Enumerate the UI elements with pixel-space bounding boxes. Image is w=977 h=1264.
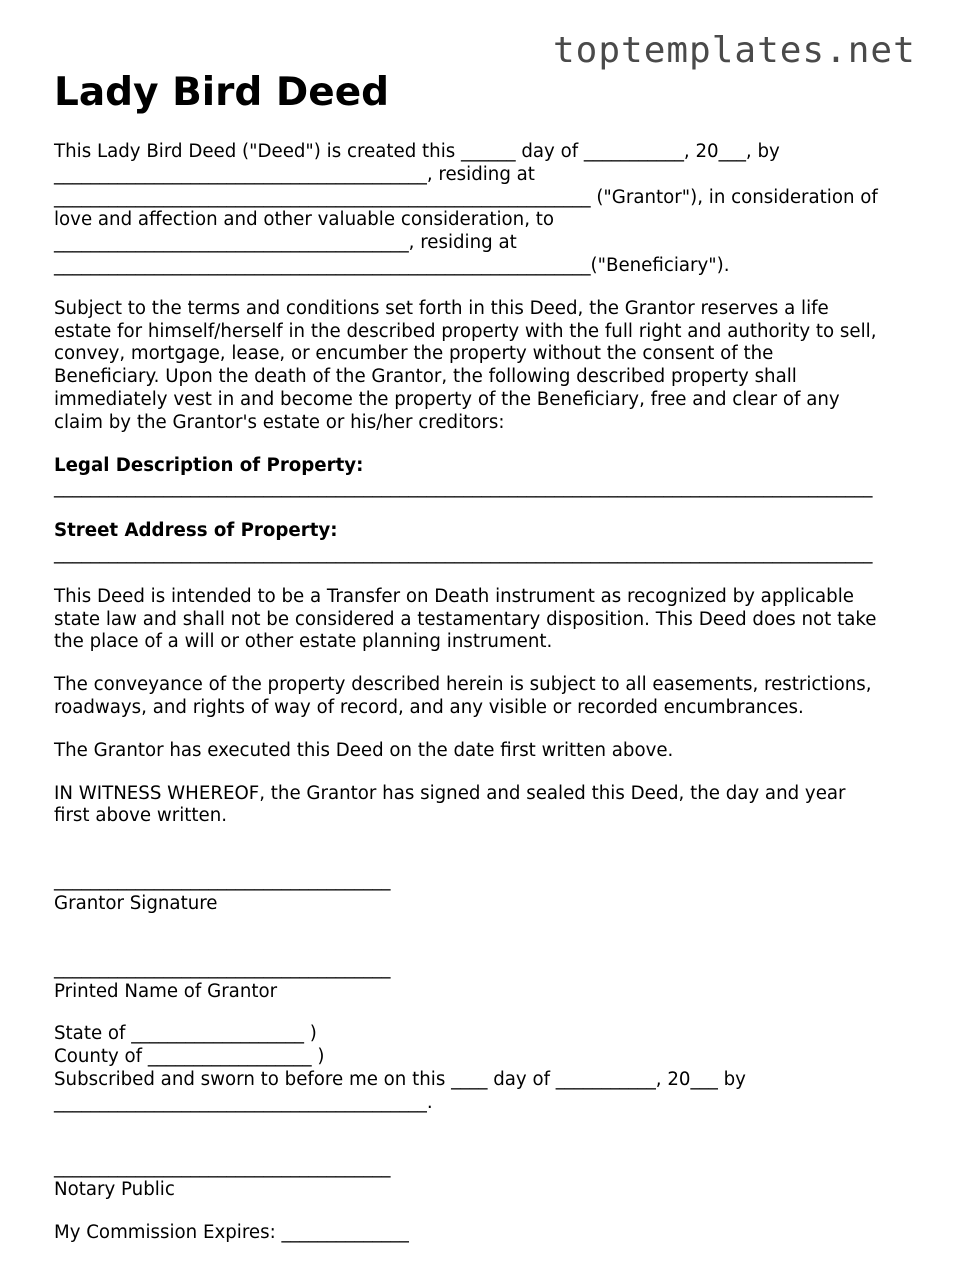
state-of-field[interactable]: State of ___________________ ) bbox=[54, 1023, 317, 1045]
intro-line: _______________________________________, residing at bbox=[54, 232, 517, 254]
printed-name-label: Printed Name of Grantor bbox=[54, 980, 278, 1002]
intro-line: love and affection and other valuable consideration, to bbox=[54, 209, 555, 231]
commission-expires-field[interactable]: My Commission Expires: ______________ bbox=[54, 1222, 409, 1244]
street-address-section bbox=[54, 520, 934, 566]
terms-paragraph bbox=[54, 298, 934, 435]
subscribed-sworn-field[interactable]: Subscribed and sworn to before me on this ____ day of ___________, 20___ by bbox=[54, 1068, 746, 1090]
conveyance-line: The conveyance of the property described herein is subject to all easements, restrictions, bbox=[54, 674, 872, 696]
conveyance-paragraph bbox=[54, 674, 934, 720]
street-address-heading: Street Address of Property: bbox=[54, 520, 338, 542]
terms-line: claim by the Grantor's estate or his/her creditors: bbox=[54, 411, 505, 433]
grantor-signature-line[interactable]: _____________________________________ bbox=[54, 870, 391, 892]
notary-acknowledgment bbox=[54, 1023, 934, 1114]
witness-paragraph bbox=[54, 783, 934, 829]
conveyance-line: roadways, and rights of way of record, and any visible or recorded encumbrances. bbox=[54, 696, 804, 718]
printed-name-line[interactable]: _____________________________________ bbox=[54, 957, 391, 979]
grantor-signature-label: Grantor Signature bbox=[54, 892, 218, 914]
executed-statement: The Grantor has executed this Deed on the date first written above. bbox=[54, 739, 674, 761]
legal-description-heading: Legal Description of Property: bbox=[54, 454, 364, 476]
document-title: Lady Bird Deed bbox=[54, 70, 390, 115]
street-address-field[interactable]: __________________________________________________________________________________________ bbox=[54, 542, 873, 564]
tod-line: state law and shall not be considered a testamentary disposition. This Deed does not take bbox=[54, 608, 877, 630]
terms-line: estate for himself/herself in the described property with the full right and authority to sell, bbox=[54, 320, 877, 342]
transfer-on-death-paragraph bbox=[54, 586, 934, 654]
terms-line: Beneficiary. Upon the death of the Grantor, the following described property shall bbox=[54, 366, 797, 388]
notary-signature-line[interactable]: _____________________________________ bbox=[54, 1156, 391, 1178]
intro-line: This Lady Bird Deed ("Deed") is created this ______ day of ___________, 20___, by bbox=[54, 141, 780, 162]
legal-description-field[interactable]: __________________________________________________________________________________________ bbox=[54, 477, 873, 499]
legal-description-section bbox=[54, 455, 934, 501]
witness-line: first above written. bbox=[54, 805, 228, 827]
printed-name-block bbox=[54, 958, 934, 1004]
tod-line: This Deed is intended to be a Transfer on Death instrument as recognized by applicable bbox=[54, 585, 854, 607]
terms-line: Subject to the terms and conditions set forth in this Deed, the Grantor reserves a life bbox=[54, 297, 829, 319]
intro-line: ___________________________________________________________ ("Grantor"), in consideration of bbox=[54, 186, 878, 208]
terms-line: immediately vest in and become the property of the Beneficiary, free and clear of any bbox=[54, 388, 840, 410]
intro-paragraph bbox=[54, 141, 934, 278]
intro-line: ___________________________________________________________("Beneficiary"). bbox=[54, 254, 730, 276]
notary-signature-label: Notary Public bbox=[54, 1179, 175, 1201]
terms-line: convey, mortgage, lease, or encumber the property without the consent of the bbox=[54, 343, 774, 365]
tod-line: the place of a will or other estate planning instrument. bbox=[54, 631, 553, 653]
intro-line: _________________________________________, residing at bbox=[54, 163, 535, 185]
site-watermark: toptemplates.net bbox=[553, 30, 916, 71]
witness-line: IN WITNESS WHEREOF, the Grantor has signed and sealed this Deed, the day and year bbox=[54, 782, 846, 804]
grantor-signature-block bbox=[54, 870, 934, 916]
deed-body bbox=[54, 141, 934, 1245]
notary-signature-block bbox=[54, 1157, 934, 1203]
subscribed-name-field[interactable]: _________________________________________. bbox=[54, 1091, 433, 1113]
county-of-field[interactable]: County of __________________ ) bbox=[54, 1046, 325, 1068]
